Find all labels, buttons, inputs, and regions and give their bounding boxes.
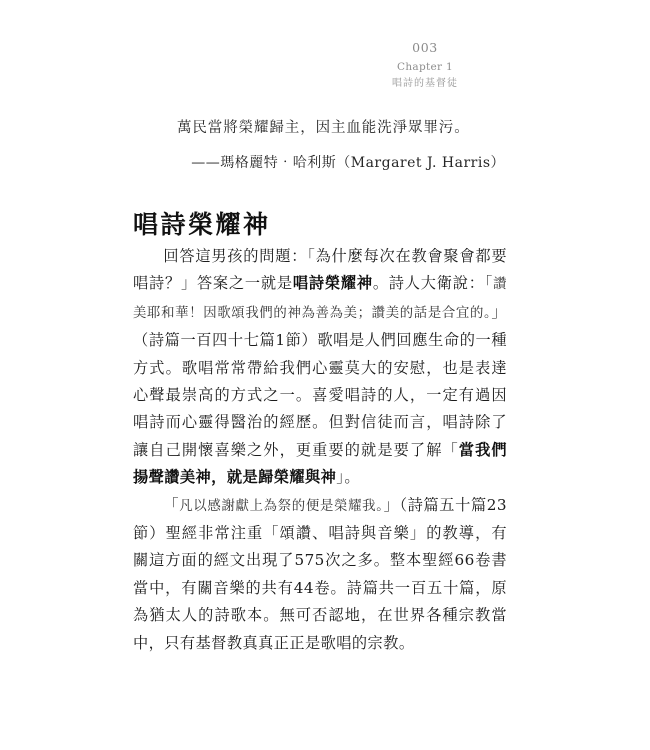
body-text-run: 。詩人大衛說：「 [372,274,494,293]
paragraph [133,243,507,492]
paragraph [133,492,507,657]
epigraph-attribution: ——瑪格麗特‧哈利斯（Margaret J. Harris） [191,154,505,171]
running-head [345,38,505,91]
body-text-run: 」。 [336,468,360,487]
emphasis-text: 當我們揚聲讚美神，就是歸榮耀與神 [133,440,507,487]
epigraph-quote-text: 萬民當將榮耀歸主，因主血能洗淨眾罪污。 [177,120,470,136]
body-text-run: 」（詩篇五十篇23節）聖經非常注重「頌讚、唱詩與音樂」的教導，有關這方面的經文出現了575次之多。整本聖經66卷書當中，有關音樂的共有44卷。詩篇共一百五十篇，原為猶太人的詩歌本。無可否認地，在世界各種宗教當中，只有基督教真真正正是歌唱的宗教。 [133,495,507,652]
body-text [133,243,507,657]
body-text-run: 「 [163,495,180,514]
running-head-chapter-title: 唱詩的基督徒 [392,77,458,89]
running-head-chapter-number: Chapter 1 [397,61,453,74]
scripture-quote-text: 讚美耶和華！因歌頌我們的神為善為美；讚美的話是合宜的。 [133,277,508,321]
page-folio-number: 003 [412,40,438,55]
scripture-quote-text: 凡以感謝獻上為祭的便是榮耀我。 [179,498,384,514]
epigraph [133,116,505,175]
body-text-run: 」（詩篇一百四十七篇1節）歌唱是人們回應生命的一種方式。歌唱常常帶給我們心靈莫大的安慰，也是表達心聲最崇高的方式之一。喜愛唱詩的人，一定有過因唱詩而心靈得醫治的經歷。但對信徒而言，唱詩除了讓自己開懷喜樂之外，更重要的就是要了解「 [133,302,507,459]
body-text-run: 回答這男孩的問題：「為什麼每次在教會聚會都要唱詩？」答案之一就是 [133,247,507,293]
emphasis-text: 唱詩榮耀神 [292,274,373,293]
page-title: 唱詩榮耀神 [133,209,271,239]
